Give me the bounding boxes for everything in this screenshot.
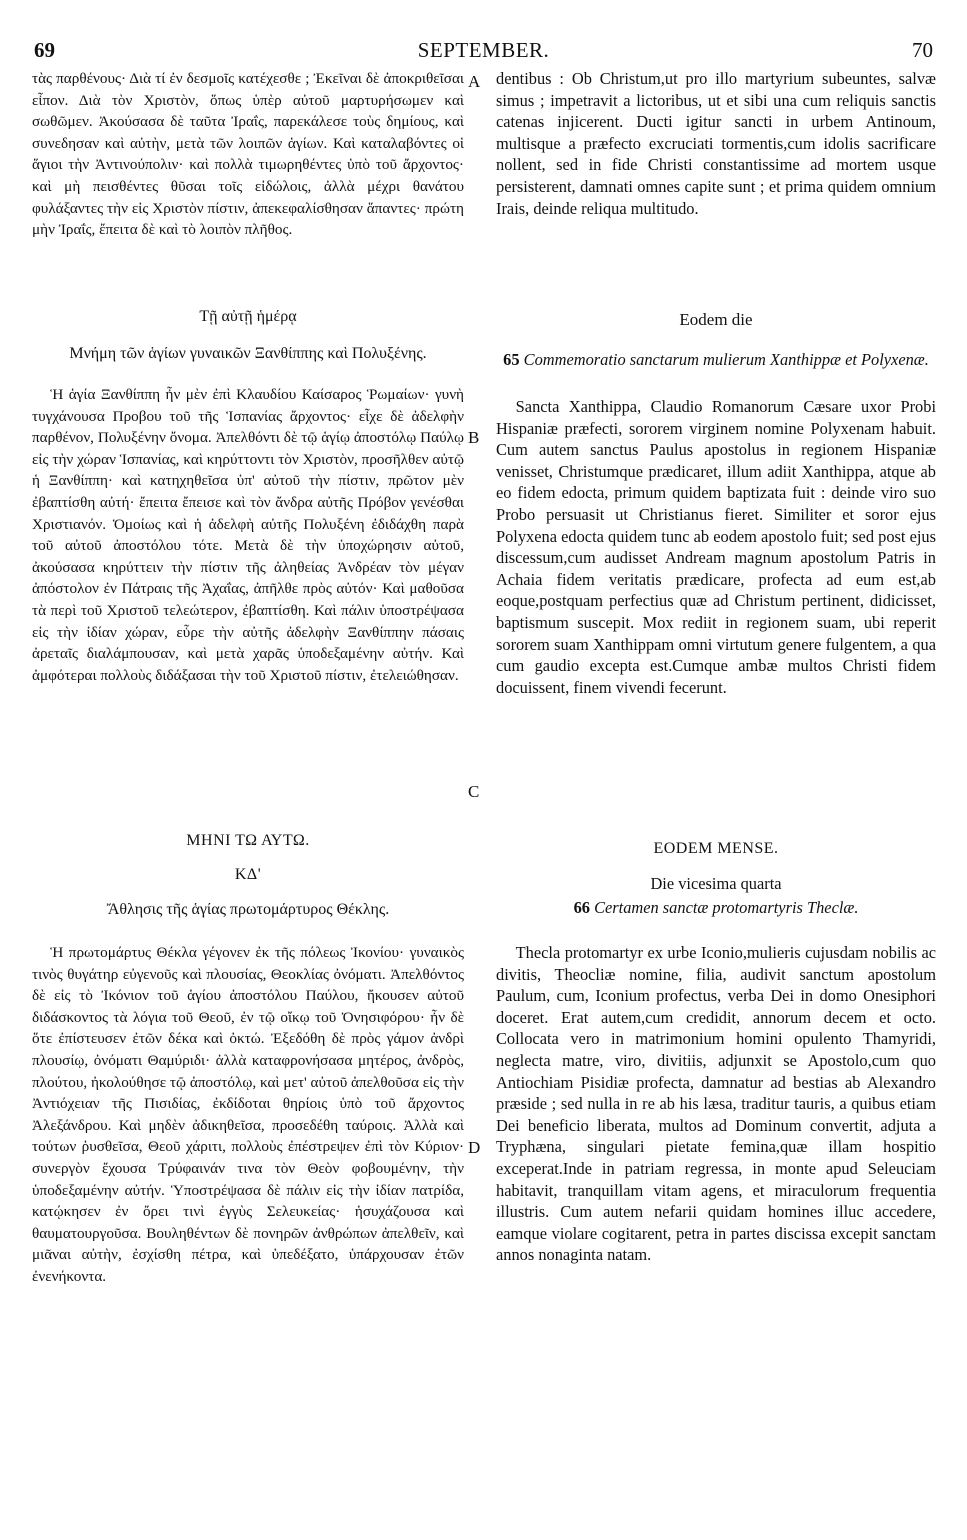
right-page-number: 70 (912, 38, 933, 62)
greek-paragraph-2: Ἡ ἁγία Ξανθίππη ἦν μὲν ἐπὶ Κλαυδίου Καίσαρος Ῥωμαίων· γυνὴ τυγχάνουσα Προβου τοῦ τῆς Ἱσπανίας ἄρχοντος· εἶχε δὲ ἀδελφὴν παρθένον, Πολυξένην ὄνομα. Ἀπελθόντι δὲ τῷ ἁγίῳ ἀποστόλῳ Παύλῳ εἰς τὴν χώραν Ἱσπανίας, καὶ κηρύττοντι τὸν Χριστὸν, προσῆλθεν αὐτῷ ἡ Ξανθίππη· καὶ κατηχηθεῖσα ὑπ' αὐτοῦ τὴν πίστιν, πρῶτον μὲν ἐβαπτίσθη αὐτή· ἔπειτα ἔπεισε καὶ τὸν ἄνδρα αὐτῆς Πρόβον γενέσθαι Χριστιανόν. Ὁμοίως καὶ ἡ ἀδελφὴ αὐτῆς Πολυξένη ἐδιδάχθη παρὰ τοῦ αὐτοῦ ἀποστόλου τότε. Μετὰ δὲ τὴν ὑποχώρησιν αὐτοῦ, ἀκούσασα κηρύττειν τὴν πίστιν τῆς ἀληθείας Ἀνδρέαν τὸν μέγαν ἀπόστολον ἐν Πάτραις τῆς Ἀχαΐας, ἀπῆλθε πρὸς αὐτόν· Καὶ μαθοῦσα τὰ περὶ τοῦ Χριστοῦ τελεώτερον, ἐβαπτίσθη. Καὶ πάλιν ὑποστρέψασα εἰς τὴν ἰδίαν χώραν, εὗρε τὴν αὐτῆς ἀδελφὴν Ξανθίππην πάσαις ἀρεταῖς διαλάμπουσαν, καὶ μετὰ χαρᾶς ὑποδεξαμένην αὐτήν. Καὶ ἀμφότεραι πολλοὺς διδάξασαι τὴν τοῦ Χριστοῦ πίστιν, ἐτελειώθησαν. (32, 386, 464, 684)
margin-letter-a: A (468, 72, 481, 91)
greek-paragraph-1: τὰς παρθένους· Διὰ τί ἐν δεσμοῖς κατέχεσθε ; Ἐκεῖναι δὲ ἀποκριθεῖσαι εἶπον. Διὰ τὸν Χριστὸν, ὅπως ὑπὲρ αὐτοῦ μαρτυρήσωμεν καὶ σωθῶμεν. Ἀκούσασα δὲ ταῦτα Ἰραΐς, παρεκάλεσε τοὺς δημίους, καὶ συνεδησαν καὶ αὐτὴν, μετὰ τῶν λοιπῶν ἁγίων. Καὶ καταλαβόντες οἱ ἅγιοι τὴν Ἀντινούπολιν· καὶ πολλὰ τιμωρηθέντες ὑπὸ τοῦ ἄρχοντος· καὶ μὴ πεισθέντες θῦσαι τοῖς εἰδώλοις, ἀλλὰ μέχρι θανάτου φυλάξαντες τὴν εἰς Χριστὸν πίστιν, ἀπεκεφαλίσθησαν ἅπαντες· πρώτη μὴν Ἰραΐς, ἔπειτα δὲ καὶ τὸ λοιπὸν πλῆθος. (32, 70, 464, 239)
greek-column (32, 68, 464, 1442)
latin-title-text-66: Certamen sanctæ protomartyris Theclæ. (594, 898, 859, 917)
running-title: SEPTEMBER. (417, 38, 550, 62)
greek-day-heading: Τῇ αὐτῇ ἡμέρᾳ (199, 308, 297, 325)
greek-title-xanthippe: Μνήμη τῶν ἁγίων γυναικῶν Ξανθίππης καὶ Πολυξένης. (69, 345, 427, 362)
left-page-number: 69 (34, 38, 55, 62)
latin-title-thecla (496, 898, 936, 918)
latin-title-text-65: Commemoratio sanctarum mulierum Xanthippæ et Polyxenæ. (523, 350, 929, 369)
margin-letter-d: D (468, 1138, 481, 1157)
latin-paragraph-3: Thecla protomartyr ex urbe Iconio,mulieris cujusdam nobilis ac divitis, Theocliæ nomine, filia, audivit sanctum apostolum Paulum, cum, Iconium profectus, verba Dei in domo Onesiphori doceret. Erat autem,cum credidit, annorum decem et octo. Collocata vero in matrimonium homini opulento Thamyridi, neglecta matre, viro, divitiis, adjunxit se Apostolo,cum quo Antiochiam Pisidiæ profecta, damnatur ad bestias ab Alexandro præside ; sed nulla in re ab his læsa, traditur tauris, a quibus etiam Dei beneficio liberata, multos ad Dominum convertit, adjuta a Tryphæna, singulari pietate femina,quæ illam hospitio exceperat.Inde in patriam regressa, in monte apud Seleuciam habitavit, tranquillam vitam agens, et miraculorum frequentia illustris. Cum autem nefarii quidam homines illuc accedere, eamque violare cogitarent, petra in partes discissa excepit sanctam annos nonaginta natam. (496, 943, 936, 1265)
latin-day-heading: Eodem die (679, 310, 753, 329)
latin-day-subheading: Die vicesima quarta (650, 874, 782, 893)
greek-day-number: ΚΔ' (234, 866, 262, 883)
section-number-65: 65 (503, 350, 520, 369)
running-header (28, 38, 939, 68)
latin-paragraph-1: dentibus : Ob Christum,ut pro illo martyrium subeuntes, salvæ simus ; impetravit a lictoribus, ut et sibi una cum reliquis sanctis catenas injicerent. Ducti igitur sancti in urbem Antinoum, multisque a præfecto excruciati tormentis,cum idolis sacrificare nollent, sed in fide Christi constantissime ad mortem usque persisterent, damnati omnes capite sunt ; et prima quidem omnium Irais, deinde reliqua multitudo. (496, 69, 936, 218)
greek-paragraph-3: Ἡ πρωτομάρτυς Θέκλα γέγονεν ἐκ τῆς πόλεως Ἰκονίου· γυναικὸς τινὸς θυγάτηρ εὐγενοῦς καὶ πλουσίας, Θεοκλίας ὀνόματι. Ἀπελθόντος δὲ εἰς τὸ Ἰκόνιον τοῦ ἁγίου ἀποστόλου Παύλου, ἤκουσεν αὐτοῦ διδάσκοντος τὰ λόγια τοῦ Θεοῦ, ἐν τῷ οἴκῳ τοῦ Ὀνησιφόρου· ἦν δὲ ὅτε ἐπίστευσεν ἐτῶν δέκα καὶ ὀκτώ. Ἐξεδόθη δὲ πρὸς γάμον ἀνδρὶ πλουσίῳ, ὀνόματι Θαμύριδι· ἀλλὰ καταφρονήσασα μητέρος, ἀνδρὸς, πλούτου, ἠκολούθησε τῷ ἀποστόλῳ, καὶ μετ' αὐτοῦ ἀπελθοῦσα εἰς τὴν Ἀντιόχειαν τῆς Πισιδίας, ἐκδίδοται θηρίοις ὑπὸ τοῦ ἄρχοντος Ἀλεξάνδρου. Καὶ μηδὲν ἀδικηθεῖσα, προσεδέθη ταύροις. Ἀλλὰ καὶ τούτων ῥυσθεῖσα, Θεοῦ χάριτι, πολλοὺς ἐπέστρεψεν ἐπὶ τὸν Κύριον· συνεργὸν ἔχουσα Τρύφαινάν τινα τὸν Θεὸν φοβουμένην, τὴν ὑποδεξαμένην αὐτήν. Ὑποστρέψασα δὲ πάλιν εἰς τὴν ἰδίαν πατρίδα, κατῴκησεν ἐν ὄρει τινὶ ἐγγὺς Σελευκείας· ἡσυχάζουσα καὶ θαυματουργοῦσα. Βουληθέντων δὲ πονηρῶν ἀνθρώπων ἀπελθεῖν, καὶ μιᾶναι αὐτὴν, ἐσχίσθη πέτρα, καὶ ὑπεδέξατο, ὑπάρχουσαν ἐτῶν ἐνενήκοντα. (32, 944, 464, 1285)
margin-letter-c: C (468, 782, 480, 801)
latin-title-xanthippe (496, 350, 936, 370)
latin-paragraph-2: Sancta Xanthippa, Claudio Romanorum Cæsare uxor Probi Hispaniæ præfecti, sororem virginem nomine Polyxenam habuit. Cum autem sanctus Paulus apostolus in regionem Hispaniæ venisset, Christumque prædicaret, illum adiit Xanthippa, atque ab eo fidem edocta, primum quidem baptizata fuit : deinde viro suo Probo persuasit ut Christianus fieret. Similiter et soror ejus Polyxena edocta quidem tunc ab eodem apostolo fuit; sed post ejus discessum,cum audisset Andream magnum apostolum Patris in Achaia fidem veritatis prædicare, profecta ad eum est,ab eoque,postquam perfectius quæ ad Christum pertinent, didicisset, baptismum suscepit. Mox rediit in regionem suam, ubi reperit sororem suam Xanthippam omni virtutum genere fulgentem, a qua cum gaudio excepta est.Cumque ambæ multos Christi fidem docuissent, finem vivendi fecerunt. (496, 397, 936, 697)
latin-month-heading: EODEM MENSE. (653, 840, 779, 857)
greek-month-heading: ΜΗΝΙ ΤΩ ΑΥΤΩ. (186, 832, 310, 849)
greek-title-thecla: Ἄθλησις τῆς ἁγίας πρωτομάρτυρος Θέκλης. (106, 901, 390, 918)
latin-column (496, 68, 936, 1472)
section-number-66: 66 (573, 898, 590, 917)
margin-letter-b: B (468, 428, 480, 447)
